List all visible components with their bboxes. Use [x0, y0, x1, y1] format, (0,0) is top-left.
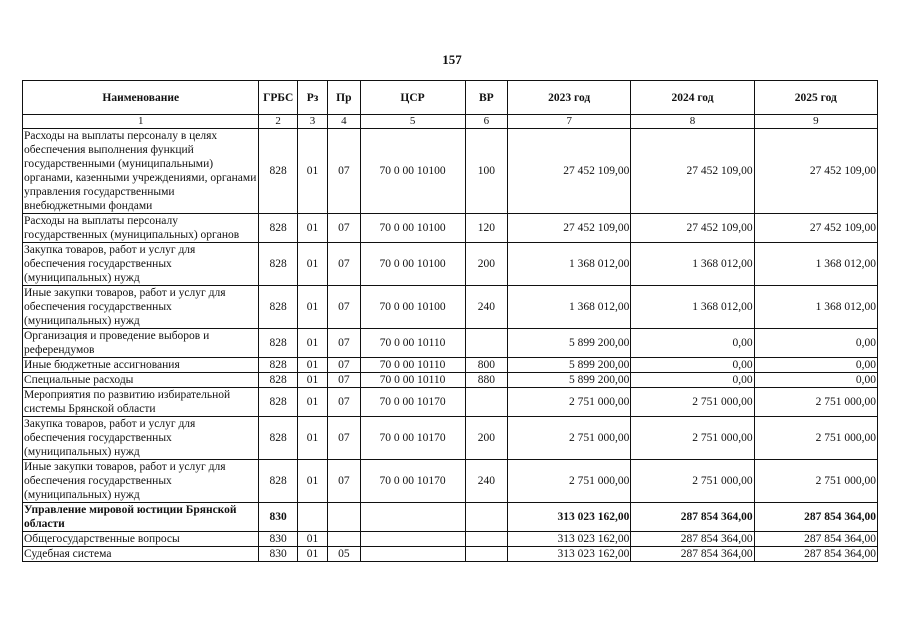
budget-table	[22, 80, 878, 562]
table-row	[23, 373, 878, 388]
table-row	[23, 243, 878, 286]
table-header-row	[23, 81, 878, 115]
row-2023: 5 899 200,00	[508, 358, 631, 373]
table-row	[23, 358, 878, 373]
row-name: Расходы на выплаты персоналу в целях обеспечения выполнения функций государственными (муниципальными) органами, казенными учреждениями, органами управления государственными внебюджетными фондами	[23, 129, 259, 214]
column-number: 2	[259, 115, 297, 129]
row-grbs: 828	[259, 329, 297, 358]
row-grbs: 828	[259, 358, 297, 373]
row-name: Судебная система	[23, 547, 259, 562]
row-pr: 07	[328, 243, 360, 286]
row-grbs: 830	[259, 547, 297, 562]
row-2024: 0,00	[631, 329, 754, 358]
header-rz: Рз	[297, 81, 327, 115]
row-name: Иные закупки товаров, работ и услуг для обеспечения государственных (муниципальных) нужд	[23, 286, 259, 329]
row-2024: 27 452 109,00	[631, 129, 754, 214]
row-2025: 2 751 000,00	[754, 460, 877, 503]
table-row	[23, 388, 878, 417]
row-rz	[297, 503, 327, 532]
row-rz: 01	[297, 460, 327, 503]
row-grbs: 830	[259, 503, 297, 532]
row-2025: 0,00	[754, 358, 877, 373]
row-2025: 2 751 000,00	[754, 417, 877, 460]
row-2023: 2 751 000,00	[508, 460, 631, 503]
column-number: 9	[754, 115, 877, 129]
row-2023: 27 452 109,00	[508, 214, 631, 243]
row-name: Расходы на выплаты персоналу государственных (муниципальных) органов	[23, 214, 259, 243]
row-rz: 01	[297, 417, 327, 460]
row-2024: 2 751 000,00	[631, 417, 754, 460]
row-vr: 800	[465, 358, 507, 373]
header-csr: ЦСР	[360, 81, 465, 115]
row-vr: 100	[465, 129, 507, 214]
row-pr: 07	[328, 358, 360, 373]
row-pr: 07	[328, 329, 360, 358]
row-2023: 2 751 000,00	[508, 388, 631, 417]
column-number: 6	[465, 115, 507, 129]
row-csr: 70 0 00 10110	[360, 373, 465, 388]
row-csr: 70 0 00 10100	[360, 286, 465, 329]
row-csr: 70 0 00 10100	[360, 129, 465, 214]
header-2025: 2025 год	[754, 81, 877, 115]
row-csr: 70 0 00 10110	[360, 358, 465, 373]
row-pr: 07	[328, 129, 360, 214]
row-rz: 01	[297, 358, 327, 373]
row-pr: 07	[328, 214, 360, 243]
row-rz: 01	[297, 129, 327, 214]
row-pr: 07	[328, 388, 360, 417]
table-row	[23, 329, 878, 358]
table-row	[23, 286, 878, 329]
table-row	[23, 547, 878, 562]
row-grbs: 828	[259, 243, 297, 286]
row-name: Иные закупки товаров, работ и услуг для обеспечения государственных (муниципальных) нужд	[23, 460, 259, 503]
row-rz: 01	[297, 373, 327, 388]
row-2025: 0,00	[754, 373, 877, 388]
row-2025: 287 854 364,00	[754, 503, 877, 532]
row-2024: 2 751 000,00	[631, 460, 754, 503]
row-2023: 313 023 162,00	[508, 532, 631, 547]
row-grbs: 828	[259, 460, 297, 503]
row-csr: 70 0 00 10170	[360, 460, 465, 503]
row-pr: 07	[328, 286, 360, 329]
column-number: 5	[360, 115, 465, 129]
row-csr: 70 0 00 10170	[360, 417, 465, 460]
row-rz: 01	[297, 286, 327, 329]
row-csr	[360, 547, 465, 562]
row-2025: 1 368 012,00	[754, 243, 877, 286]
header-vr: ВР	[465, 81, 507, 115]
row-csr	[360, 532, 465, 547]
row-2024: 0,00	[631, 358, 754, 373]
row-grbs: 828	[259, 388, 297, 417]
row-vr	[465, 329, 507, 358]
row-2024: 1 368 012,00	[631, 243, 754, 286]
header-2024: 2024 год	[631, 81, 754, 115]
row-2025: 0,00	[754, 329, 877, 358]
row-2023: 2 751 000,00	[508, 417, 631, 460]
row-2024: 287 854 364,00	[631, 503, 754, 532]
row-vr	[465, 503, 507, 532]
row-2023: 1 368 012,00	[508, 243, 631, 286]
table-row	[23, 503, 878, 532]
table-row	[23, 129, 878, 214]
row-csr: 70 0 00 10110	[360, 329, 465, 358]
row-2024: 1 368 012,00	[631, 286, 754, 329]
row-2024: 0,00	[631, 373, 754, 388]
row-2025: 2 751 000,00	[754, 388, 877, 417]
column-number: 4	[328, 115, 360, 129]
row-2023: 5 899 200,00	[508, 329, 631, 358]
row-rz: 01	[297, 329, 327, 358]
row-pr	[328, 503, 360, 532]
header-name: Наименование	[23, 81, 259, 115]
row-grbs: 828	[259, 214, 297, 243]
row-name: Управление мировой юстиции Брянской области	[23, 503, 259, 532]
row-name: Закупка товаров, работ и услуг для обеспечения государственных (муниципальных) нужд	[23, 243, 259, 286]
row-grbs: 830	[259, 532, 297, 547]
row-2025: 1 368 012,00	[754, 286, 877, 329]
row-vr: 200	[465, 243, 507, 286]
row-pr: 05	[328, 547, 360, 562]
row-rz: 01	[297, 532, 327, 547]
row-rz: 01	[297, 243, 327, 286]
column-number-row	[23, 115, 878, 129]
row-vr: 240	[465, 286, 507, 329]
table-row	[23, 532, 878, 547]
row-vr: 880	[465, 373, 507, 388]
row-pr: 07	[328, 373, 360, 388]
column-number: 1	[23, 115, 259, 129]
row-csr: 70 0 00 10170	[360, 388, 465, 417]
table-row	[23, 460, 878, 503]
row-vr: 240	[465, 460, 507, 503]
row-rz: 01	[297, 547, 327, 562]
row-grbs: 828	[259, 286, 297, 329]
row-pr: 07	[328, 417, 360, 460]
table-row	[23, 417, 878, 460]
row-name: Закупка товаров, работ и услуг для обеспечения государственных (муниципальных) нужд	[23, 417, 259, 460]
row-2025: 27 452 109,00	[754, 214, 877, 243]
row-vr	[465, 388, 507, 417]
row-vr	[465, 532, 507, 547]
table-row	[23, 214, 878, 243]
row-2023: 313 023 162,00	[508, 503, 631, 532]
row-name: Организация и проведение выборов и референдумов	[23, 329, 259, 358]
row-name: Общегосударственные вопросы	[23, 532, 259, 547]
page-number: 157	[442, 52, 462, 67]
row-2023: 27 452 109,00	[508, 129, 631, 214]
row-2023: 5 899 200,00	[508, 373, 631, 388]
row-2024: 287 854 364,00	[631, 532, 754, 547]
row-2023: 1 368 012,00	[508, 286, 631, 329]
row-vr: 200	[465, 417, 507, 460]
row-2025: 287 854 364,00	[754, 547, 877, 562]
row-grbs: 828	[259, 373, 297, 388]
row-grbs: 828	[259, 129, 297, 214]
row-2025: 287 854 364,00	[754, 532, 877, 547]
row-rz: 01	[297, 388, 327, 417]
row-2024: 27 452 109,00	[631, 214, 754, 243]
header-pr: Пр	[328, 81, 360, 115]
row-pr: 07	[328, 460, 360, 503]
row-rz: 01	[297, 214, 327, 243]
column-number: 7	[508, 115, 631, 129]
row-vr	[465, 547, 507, 562]
row-csr: 70 0 00 10100	[360, 243, 465, 286]
row-csr: 70 0 00 10100	[360, 214, 465, 243]
row-grbs: 828	[259, 417, 297, 460]
row-name: Специальные расходы	[23, 373, 259, 388]
row-vr: 120	[465, 214, 507, 243]
column-number: 3	[297, 115, 327, 129]
header-grbs: ГРБС	[259, 81, 297, 115]
column-number: 8	[631, 115, 754, 129]
row-2025: 27 452 109,00	[754, 129, 877, 214]
row-2023: 313 023 162,00	[508, 547, 631, 562]
row-pr	[328, 532, 360, 547]
row-name: Иные бюджетные ассигнования	[23, 358, 259, 373]
header-2023: 2023 год	[508, 81, 631, 115]
row-2024: 287 854 364,00	[631, 547, 754, 562]
row-2024: 2 751 000,00	[631, 388, 754, 417]
row-csr	[360, 503, 465, 532]
row-name: Мероприятия по развитию избирательной системы Брянской области	[23, 388, 259, 417]
